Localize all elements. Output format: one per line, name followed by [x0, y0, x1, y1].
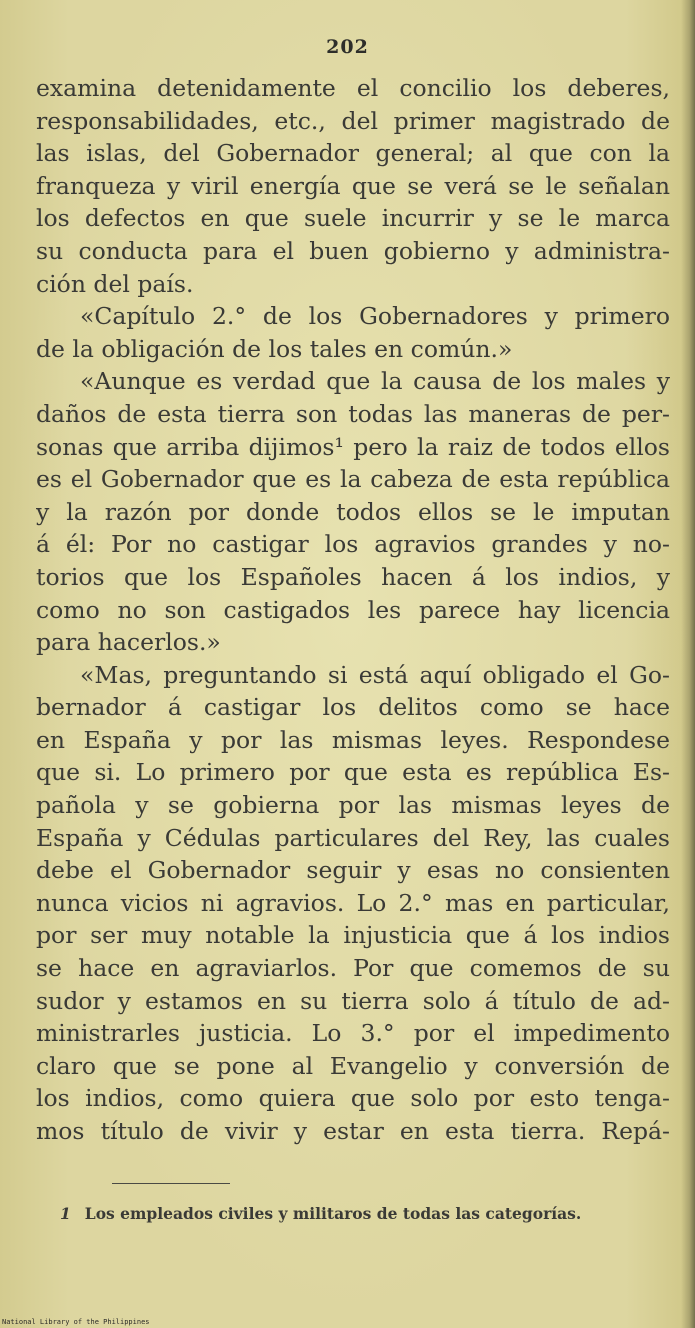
text-line: de la obligación de los tales en común.» [36, 334, 513, 363]
text-line: y la razón por donde todos ellos se le imputan [36, 497, 670, 526]
text-line: á él: Por no castigar los agravios grandes y no- [36, 530, 670, 559]
text-line: bernador á castigar los delitos como se hace [36, 693, 670, 722]
text-line: que si. Lo primero por que esta es república Es- [36, 758, 670, 787]
text-line: franqueza y viril energía que se verá se le señalan [36, 171, 670, 200]
text-line: España y Cédulas particulares del Rey, las cuales [36, 823, 670, 852]
text-line: como no son castigados les parece hay licencia [36, 595, 670, 624]
footnote-divider [112, 1183, 230, 1184]
footnote [60, 1204, 660, 1223]
text-line: «Mas, preguntando si está aquí obligado el Go- [80, 660, 670, 689]
text-line: por ser muy notable la injusticia que á los indios [36, 921, 670, 950]
text-line: se hace en agraviarlos. Por que comemos de su [36, 954, 670, 983]
text-line: los defectos en que suele incurrir y se le marca [36, 204, 670, 233]
text-line: pañola y se gobierna por las mismas leyes de [36, 791, 670, 820]
footnote-mark: 1 [60, 1204, 71, 1223]
text-line: las islas, del Gobernador general; al que con la [36, 139, 670, 168]
body-text [36, 72, 670, 1148]
text-line: daños de esta tierra son todas las maneras de per- [36, 399, 670, 428]
text-line: en España y por las mismas leyes. Respondese [36, 725, 670, 754]
text-line: torios que los Españoles hacen á los indios, y [36, 562, 670, 591]
text-line: los indios, como quiera que solo por esto tenga- [36, 1084, 670, 1113]
text-line: responsabilidades, etc., del primer magistrado de [36, 106, 670, 135]
text-line: «Aunque es verdad que la causa de los males y [80, 367, 670, 396]
text-line: examina detenidamente el concilio los deberes, [36, 74, 670, 102]
text-line: «Capítulo 2.° de los Gobernadores y primero [80, 302, 670, 331]
text-line: ministrarles justicia. Lo 3.° por el impedimento [36, 1019, 670, 1048]
text-line: es el Gobernador que es la cabeza de esta república [36, 465, 670, 494]
text-line: su conducta para el buen gobierno y administra- [36, 236, 670, 265]
text-line: para hacerlos.» [36, 628, 221, 657]
text-line: nunca vicios ni agravios. Lo 2.° mas en particular, [36, 888, 670, 917]
text-line: claro que se pone al Evangelio y conversión de [36, 1051, 670, 1080]
text-line: debe el Gobernador seguir y esas no consienten [36, 856, 670, 885]
footnote-text: Los empleados civiles y militaros de todas las categorías. [84, 1204, 582, 1223]
text-line: sudor y estamos en su tierra solo á título de ad- [36, 986, 670, 1015]
library-watermark: National Library of the Philippines [2, 1318, 150, 1326]
page-number: 202 [326, 36, 369, 58]
text-line: ción del país. [36, 269, 194, 298]
page-edge-shadow [681, 0, 695, 1328]
text-line: sonas que arriba dijimos¹ pero la raiz de todos ellos [36, 432, 670, 461]
text-line: mos título de vivir y estar en esta tierra. Repá- [36, 1117, 670, 1145]
